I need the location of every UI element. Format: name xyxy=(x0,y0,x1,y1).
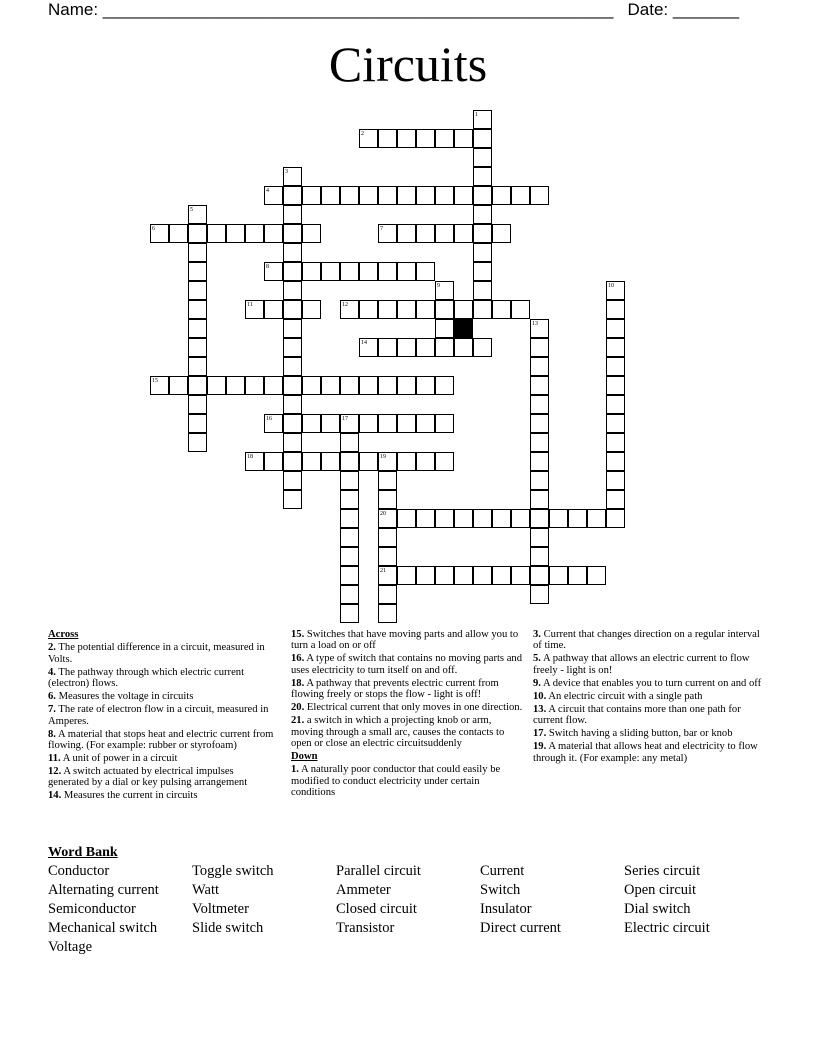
clue-across-16: 16. A type of switch that contains no moving parts and uses electricity to turn itself on and off. xyxy=(291,653,522,676)
grid-cell[interactable] xyxy=(397,186,416,205)
grid-cell[interactable] xyxy=(473,243,492,262)
grid-cell[interactable] xyxy=(397,414,416,433)
grid-cell[interactable] xyxy=(283,300,302,319)
grid-cell[interactable] xyxy=(530,452,549,471)
grid-cell[interactable] xyxy=(283,490,302,509)
clue-number: 6 xyxy=(152,226,155,232)
grid-cell[interactable] xyxy=(226,224,245,243)
grid-cell[interactable] xyxy=(169,224,188,243)
clues-column-3 xyxy=(533,629,771,766)
grid-cell[interactable] xyxy=(340,585,359,604)
grid-cell[interactable] xyxy=(340,262,359,281)
grid-cell[interactable] xyxy=(340,604,359,623)
grid-cell[interactable] xyxy=(606,395,625,414)
grid-cell[interactable] xyxy=(359,300,378,319)
grid-cell[interactable] xyxy=(606,357,625,376)
grid-cell[interactable] xyxy=(188,376,207,395)
grid-cell[interactable] xyxy=(340,452,359,471)
grid-cell[interactable] xyxy=(321,452,340,471)
grid-cell[interactable] xyxy=(378,585,397,604)
word-bank-item: Dial switch xyxy=(624,901,691,917)
grid-cell[interactable] xyxy=(283,319,302,338)
clue-number: 9 xyxy=(437,283,440,289)
word-bank-item: Conductor xyxy=(48,863,110,879)
clue-down-9: 9. A device that enables you to turn current on and off xyxy=(533,677,762,689)
name-field[interactable]: Name: ______________________________________________________ xyxy=(48,0,614,19)
grid-cell[interactable] xyxy=(340,433,359,452)
grid-cell[interactable] xyxy=(435,376,454,395)
clue-number: 16 xyxy=(266,416,272,422)
grid-cell[interactable] xyxy=(416,129,435,148)
clue-number: 2 xyxy=(361,131,364,137)
date-field[interactable]: Date: _______ xyxy=(627,0,740,19)
word-bank-item: Toggle switch xyxy=(192,863,274,879)
grid-cell[interactable] xyxy=(340,528,359,547)
grid-cell[interactable] xyxy=(340,566,359,585)
grid-cell[interactable] xyxy=(587,566,606,585)
grid-cell[interactable] xyxy=(473,262,492,281)
clue-down-19: 19. A material that allows heat and electricity to flow through it. (For example: any metal) xyxy=(533,741,758,764)
grid-cell[interactable] xyxy=(245,376,264,395)
grid-cell[interactable] xyxy=(207,376,226,395)
grid-cell[interactable] xyxy=(302,300,321,319)
grid-cell[interactable] xyxy=(340,547,359,566)
grid-cell[interactable] xyxy=(454,338,473,357)
grid-cell[interactable] xyxy=(397,338,416,357)
grid-cell[interactable] xyxy=(454,129,473,148)
grid-cell[interactable] xyxy=(530,395,549,414)
grid-cell[interactable] xyxy=(473,566,492,585)
grid-cell[interactable] xyxy=(188,262,207,281)
grid-cell[interactable] xyxy=(530,433,549,452)
grid-cell[interactable] xyxy=(283,395,302,414)
clue-number: 7 xyxy=(380,226,383,232)
grid-cell[interactable] xyxy=(264,376,283,395)
word-bank-item: Parallel circuit xyxy=(336,863,421,879)
grid-cell[interactable] xyxy=(492,300,511,319)
grid-cell[interactable] xyxy=(378,262,397,281)
grid-cell[interactable] xyxy=(416,262,435,281)
grid-cell[interactable] xyxy=(264,452,283,471)
grid-cell[interactable] xyxy=(397,300,416,319)
word-bank-item: Transistor xyxy=(336,920,395,936)
grid-cell[interactable] xyxy=(226,376,245,395)
word-bank-item: Switch xyxy=(480,882,521,898)
across-heading: Across xyxy=(48,629,79,640)
grid-cell[interactable] xyxy=(530,566,549,585)
word-bank-title: Word Bank xyxy=(48,845,118,860)
grid-cell[interactable] xyxy=(416,224,435,243)
word-bank-item: Current xyxy=(480,863,525,879)
grid-cell[interactable] xyxy=(530,585,549,604)
grid-cell[interactable] xyxy=(473,300,492,319)
grid-cell[interactable] xyxy=(188,433,207,452)
grid-cell[interactable] xyxy=(321,376,340,395)
grid-cell[interactable] xyxy=(416,566,435,585)
grid-cell[interactable] xyxy=(302,262,321,281)
grid-cell[interactable] xyxy=(606,338,625,357)
clue-down-13: 13. A circuit that contains more than one path for current flow. xyxy=(533,703,741,727)
clue-number: 1 xyxy=(475,112,478,118)
clue-down-3: 3. Current that changes direction on a regular interval of time. xyxy=(533,629,760,652)
clue-number: 3 xyxy=(285,169,288,175)
grid-cell[interactable] xyxy=(454,300,473,319)
grid-cell[interactable] xyxy=(454,224,473,243)
grid-cell[interactable] xyxy=(188,414,207,433)
clue-down-10: 10. An electric circuit with a single path xyxy=(533,690,703,702)
grid-cell[interactable] xyxy=(530,509,549,528)
grid-cell[interactable] xyxy=(473,129,492,148)
grid-cell[interactable] xyxy=(454,186,473,205)
grid-cell[interactable] xyxy=(435,300,454,319)
clue-down-17: 17. Switch having a sliding button, bar or knob xyxy=(533,728,733,740)
clue-down-5: 5. A pathway that allows an electric current to flow freely - light is on! xyxy=(533,653,750,676)
clue-across-12: 12. A switch actuated by electrical impulses generated by a dial or key pulsing arrangement xyxy=(48,766,248,789)
grid-cell[interactable] xyxy=(606,376,625,395)
grid-cell[interactable] xyxy=(530,376,549,395)
grid-cell[interactable] xyxy=(435,566,454,585)
clue-number: 17 xyxy=(342,416,348,422)
grid-cell[interactable] xyxy=(511,509,530,528)
grid-cell[interactable] xyxy=(397,129,416,148)
grid-cell[interactable] xyxy=(359,376,378,395)
word-bank-item: Electric circuit xyxy=(624,920,710,936)
clue-number: 10 xyxy=(608,283,614,289)
word-bank-item: Open circuit xyxy=(624,882,697,898)
grid-cell[interactable] xyxy=(340,376,359,395)
grid-cell[interactable] xyxy=(378,528,397,547)
grid-cell[interactable] xyxy=(340,186,359,205)
grid-cell[interactable] xyxy=(435,224,454,243)
grid-cell[interactable] xyxy=(378,186,397,205)
clue-across-11: 11. A unit of power in a circuit xyxy=(48,753,178,765)
crossword-grid xyxy=(150,110,630,630)
grid-cell[interactable] xyxy=(340,471,359,490)
grid-cell[interactable] xyxy=(530,471,549,490)
grid-cell[interactable] xyxy=(416,300,435,319)
clue-number: 4 xyxy=(266,188,269,194)
word-bank-item: Slide switch xyxy=(192,920,264,936)
grid-cell[interactable] xyxy=(530,490,549,509)
word-bank-item: Series circuit xyxy=(624,863,701,879)
grid-cell[interactable] xyxy=(169,376,188,395)
grid-cell[interactable] xyxy=(435,338,454,357)
grid-cell[interactable] xyxy=(530,528,549,547)
clue-number: 11 xyxy=(247,302,253,308)
grid-cell[interactable] xyxy=(302,452,321,471)
clue-number: 20 xyxy=(380,511,386,517)
grid-cell[interactable] xyxy=(606,300,625,319)
grid-cell[interactable] xyxy=(473,205,492,224)
grid-cell[interactable] xyxy=(188,300,207,319)
clue-number: 15 xyxy=(152,378,158,384)
clue-number: 18 xyxy=(247,454,253,460)
down-heading: Down xyxy=(291,751,318,763)
clue-number: 21 xyxy=(380,568,386,574)
clue-across-7: 7. The rate of electron flow in a circuit, measured in Amperes. xyxy=(48,704,269,727)
grid-cell[interactable] xyxy=(359,262,378,281)
grid-cell[interactable] xyxy=(207,224,226,243)
grid-cell[interactable] xyxy=(587,509,606,528)
grid-cell[interactable] xyxy=(397,509,416,528)
grid-cell[interactable] xyxy=(549,566,568,585)
grid-cell[interactable] xyxy=(188,319,207,338)
grid-cell[interactable] xyxy=(283,433,302,452)
grid-cell[interactable] xyxy=(397,452,416,471)
page-title: Circuits xyxy=(328,36,488,92)
grid-cell[interactable] xyxy=(397,224,416,243)
grid-cell[interactable] xyxy=(188,395,207,414)
word-bank-item: Voltmeter xyxy=(192,901,249,917)
clue-number: 5 xyxy=(190,207,193,213)
grid-cell[interactable] xyxy=(283,262,302,281)
word-bank-item: Ammeter xyxy=(336,882,391,898)
grid-cell[interactable] xyxy=(378,300,397,319)
grid-cell[interactable] xyxy=(397,376,416,395)
grid-cell[interactable] xyxy=(245,224,264,243)
grid-cell[interactable] xyxy=(435,509,454,528)
word-bank-item: Closed circuit xyxy=(336,901,417,917)
grid-cell[interactable] xyxy=(435,129,454,148)
grid-cell[interactable] xyxy=(321,414,340,433)
grid-cell[interactable] xyxy=(378,129,397,148)
grid-cell[interactable] xyxy=(283,338,302,357)
grid-cell[interactable] xyxy=(473,338,492,357)
grid-cell[interactable] xyxy=(378,471,397,490)
grid-cell[interactable] xyxy=(473,186,492,205)
clue-across-4: 4. The pathway through which electric current (electron) flows. xyxy=(48,666,245,690)
grid-cell[interactable] xyxy=(283,376,302,395)
clue-number: 13 xyxy=(532,321,538,327)
grid-cell[interactable] xyxy=(283,414,302,433)
clue-across-18: 18. A pathway that prevents electric current from flowing freely or stops the flow - light is off! xyxy=(291,677,499,701)
grid-cell[interactable] xyxy=(188,224,207,243)
grid-cell[interactable] xyxy=(359,452,378,471)
grid-cell[interactable] xyxy=(473,509,492,528)
grid-cell[interactable] xyxy=(378,414,397,433)
grid-cell[interactable] xyxy=(511,300,530,319)
grid-cell[interactable] xyxy=(606,433,625,452)
clue-across-15: 15. Switches that have moving parts and allow you to turn a load on or off xyxy=(291,629,519,652)
word-bank-item: Semiconductor xyxy=(48,901,136,917)
grid-cell[interactable] xyxy=(511,186,530,205)
grid-cell[interactable] xyxy=(568,509,587,528)
grid-cell[interactable] xyxy=(549,509,568,528)
grid-cell[interactable] xyxy=(188,338,207,357)
grid-cell[interactable] xyxy=(283,471,302,490)
word-bank-item: Direct current xyxy=(480,920,561,936)
grid-cell[interactable] xyxy=(530,357,549,376)
grid-cell[interactable] xyxy=(454,509,473,528)
grid-cell[interactable] xyxy=(606,509,625,528)
grid-cell[interactable] xyxy=(606,319,625,338)
grid-cell[interactable] xyxy=(378,490,397,509)
grid-cell[interactable] xyxy=(416,376,435,395)
grid-cell[interactable] xyxy=(283,224,302,243)
word-bank-item: Mechanical switch xyxy=(48,920,158,936)
grid-cell[interactable] xyxy=(492,509,511,528)
clues-column-2 xyxy=(291,629,525,800)
grid-cell[interactable] xyxy=(530,338,549,357)
clue-number: 14 xyxy=(361,340,367,346)
grid-cell[interactable] xyxy=(378,604,397,623)
grid-cell[interactable] xyxy=(416,509,435,528)
clue-across-14: 14. Measures the current in circuits xyxy=(48,790,198,802)
grid-cell[interactable] xyxy=(606,414,625,433)
grid-cell[interactable] xyxy=(302,414,321,433)
grid-cell[interactable] xyxy=(340,490,359,509)
word-bank-item: Alternating current xyxy=(48,882,159,898)
clue-across-2: 2. The potential difference in a circuit, measured in Volts. xyxy=(48,642,265,665)
clue-across-20: 20. Electrical current that only moves in one direction. xyxy=(291,702,523,714)
grid-cell[interactable] xyxy=(283,452,302,471)
grid-cell[interactable] xyxy=(283,281,302,300)
grid-cell[interactable] xyxy=(188,243,207,262)
grid-cell[interactable] xyxy=(606,490,625,509)
grid-cell[interactable] xyxy=(378,338,397,357)
grid-cell[interactable] xyxy=(378,376,397,395)
word-bank-item: Insulator xyxy=(480,901,532,917)
grid-cell[interactable] xyxy=(492,224,511,243)
grid-cell[interactable] xyxy=(492,566,511,585)
grid-cell[interactable] xyxy=(473,148,492,167)
grid-cell[interactable] xyxy=(283,205,302,224)
grid-cell[interactable] xyxy=(264,300,283,319)
grid-cell[interactable] xyxy=(454,566,473,585)
grid-cell[interactable] xyxy=(416,186,435,205)
clue-across-8: 8. A material that stops heat and electric current from flowing. (For example: rubber or styrofoam) xyxy=(48,728,274,752)
grid-cell[interactable] xyxy=(473,224,492,243)
grid-cell[interactable] xyxy=(606,452,625,471)
grid-cell[interactable] xyxy=(340,509,359,528)
grid-cell[interactable] xyxy=(283,357,302,376)
grid-cell[interactable] xyxy=(530,414,549,433)
grid-cell[interactable] xyxy=(492,186,511,205)
grid-cell[interactable] xyxy=(283,243,302,262)
grid-cell[interactable] xyxy=(416,452,435,471)
grid-cell[interactable] xyxy=(302,224,321,243)
clue-number: 8 xyxy=(266,264,269,270)
grid-cell[interactable] xyxy=(530,547,549,566)
word-bank-item: Voltage xyxy=(48,939,93,955)
clue-number: 19 xyxy=(380,454,386,460)
grid-cell[interactable] xyxy=(264,224,283,243)
grid-block-cell xyxy=(454,319,473,338)
grid-cell[interactable] xyxy=(321,186,340,205)
header xyxy=(48,0,768,20)
grid-cell[interactable] xyxy=(416,338,435,357)
grid-cell[interactable] xyxy=(435,414,454,433)
grid-cell[interactable] xyxy=(302,186,321,205)
clue-across-21: 21. a switch in which a projecting knob or arm, moving through a small arc, causes the contacts to open or close an electric circuitsuddenly xyxy=(291,715,505,750)
grid-cell[interactable] xyxy=(378,547,397,566)
grid-cell[interactable] xyxy=(530,186,549,205)
grid-cell[interactable] xyxy=(302,376,321,395)
clues-column-1 xyxy=(48,629,276,803)
grid-cell[interactable] xyxy=(606,471,625,490)
grid-cell[interactable] xyxy=(473,167,492,186)
clue-down-1: 1. A naturally poor conductor that could easily be modified to conduct electricity under certain conditions xyxy=(291,764,501,799)
grid-cell[interactable] xyxy=(397,566,416,585)
grid-cell[interactable] xyxy=(473,281,492,300)
grid-cell[interactable] xyxy=(416,414,435,433)
grid-cell[interactable] xyxy=(511,566,530,585)
clue-across-6: 6. Measures the voltage in circuits xyxy=(48,691,194,703)
grid-cell[interactable] xyxy=(435,452,454,471)
grid-cell[interactable] xyxy=(188,357,207,376)
grid-cell[interactable] xyxy=(359,186,378,205)
clue-number: 12 xyxy=(342,302,348,308)
grid-cell[interactable] xyxy=(283,186,302,205)
grid-cell[interactable] xyxy=(321,262,340,281)
grid-cell[interactable] xyxy=(188,281,207,300)
grid-cell[interactable] xyxy=(435,319,454,338)
word-bank-item: Watt xyxy=(192,882,220,898)
grid-cell[interactable] xyxy=(435,186,454,205)
grid-cell[interactable] xyxy=(568,566,587,585)
grid-cell[interactable] xyxy=(359,414,378,433)
grid-cell[interactable] xyxy=(397,262,416,281)
